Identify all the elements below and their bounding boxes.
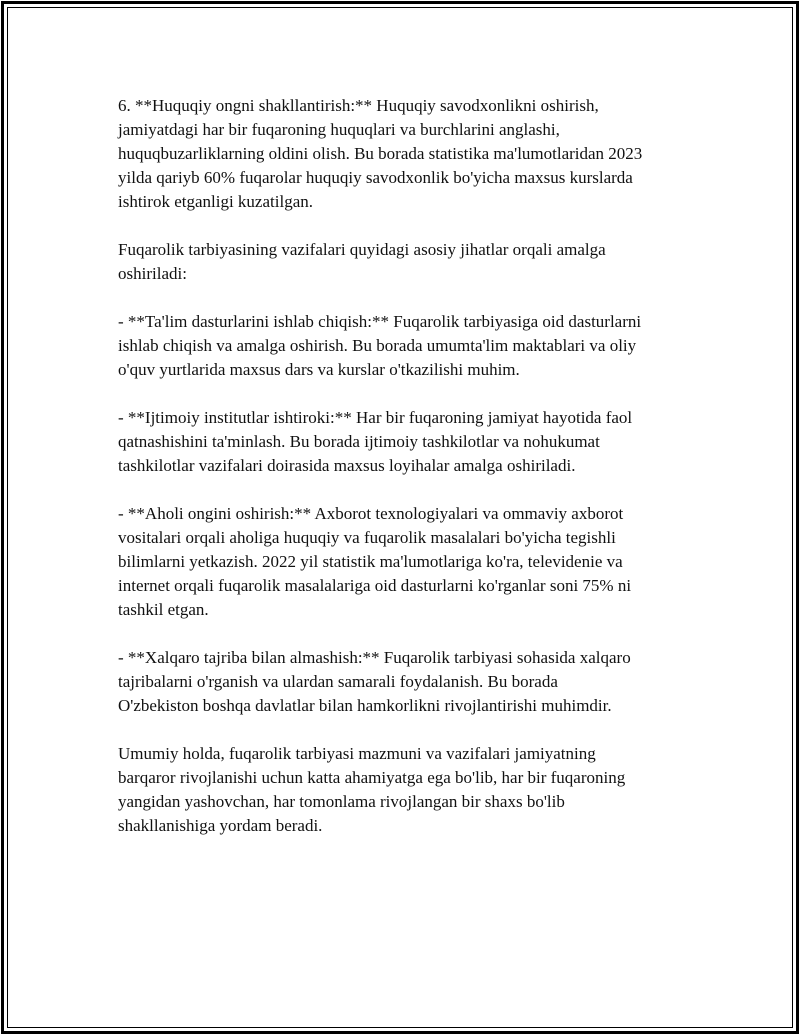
text-line: jamiyatdagi har bir fuqaroning huquqlari va burchlarini anglashi, bbox=[118, 120, 560, 139]
paragraph-legal-awareness bbox=[118, 94, 698, 214]
text-line: internet orqali fuqarolik masalalariga oid dasturlarni ko'rganlar soni 75% ni bbox=[118, 576, 632, 595]
paragraph-tasks-intro bbox=[118, 238, 698, 286]
document-body bbox=[118, 94, 698, 838]
paragraph-public-awareness bbox=[118, 502, 698, 622]
paragraph-conclusion bbox=[118, 742, 698, 838]
text-line: barqaror rivojlanishi uchun katta ahamiyatga ega bo'lib, har bir fuqaroning bbox=[118, 768, 626, 787]
text-line: tajribalarni o'rganish va ulardan samarali foydalanish. Bu borada bbox=[118, 672, 558, 691]
text-line: - **Aholi ongini oshirish:** Axborot texnologiyalari va ommaviy axborot bbox=[118, 504, 624, 523]
paragraph-international-experience bbox=[118, 646, 698, 718]
text-line: shakllanishiga yordam beradi. bbox=[118, 816, 323, 835]
text-line: tashkil etgan. bbox=[118, 600, 209, 619]
text-line: - **Ijtimoiy institutlar ishtiroki:** Har bir fuqaroning jamiyat hayotida faol bbox=[118, 408, 633, 427]
text-line: ishlab chiqish va amalga oshirish. Bu borada umumta'lim maktablari va oliy bbox=[118, 336, 637, 355]
text-line: yilda qariyb 60% fuqarolar huquqiy savodxonlik bo'yicha maxsus kurslarda bbox=[118, 168, 633, 187]
text-line: oshiriladi: bbox=[118, 264, 187, 283]
text-line: bilimlarni yetkazish. 2022 yil statistik ma'lumotlariga ko'ra, televidenie va bbox=[118, 552, 623, 571]
text-line: - **Xalqaro tajriba bilan almashish:** Fuqarolik tarbiyasi sohasida xalqaro bbox=[118, 648, 631, 667]
text-line: tashkilotlar vazifalari doirasida maxsus loyihalar amalga oshiriladi. bbox=[118, 456, 576, 475]
text-line: o'quv yurtlarida maxsus dars va kurslar o'tkazilishi muhim. bbox=[118, 360, 520, 379]
paragraph-social-institutions bbox=[118, 406, 698, 478]
text-line: huquqbuzarliklarning oldini olish. Bu borada statistika ma'lumotlaridan 2023 bbox=[118, 144, 643, 163]
text-line: yangidan yashovchan, har tomonlama rivojlangan bir shaxs bo'lib bbox=[118, 792, 565, 811]
text-line: ishtirok etganligi kuzatilgan. bbox=[118, 192, 313, 211]
text-line: Fuqarolik tarbiyasining vazifalari quyidagi asosiy jihatlar orqali amalga bbox=[118, 240, 606, 259]
text-line: - **Ta'lim dasturlarini ishlab chiqish:** Fuqarolik tarbiyasiga oid dasturlarni bbox=[118, 312, 642, 331]
text-line: O'zbekiston boshqa davlatlar bilan hamkorlikni rivojlantirishi muhimdir. bbox=[118, 696, 612, 715]
text-line: 6. **Huquqiy ongni shakllantirish:** Huquqiy savodxonlikni oshirish, bbox=[118, 96, 599, 115]
text-line: vositalari orqali aholiga huquqiy va fuqarolik masalalari bo'yicha tegishli bbox=[118, 528, 616, 547]
text-line: Umumiy holda, fuqarolik tarbiyasi mazmuni va vazifalari jamiyatning bbox=[118, 744, 596, 763]
text-line: qatnashishini ta'minlash. Bu borada ijtimoiy tashkilotlar va nohukumat bbox=[118, 432, 600, 451]
paragraph-education-programs bbox=[118, 310, 698, 382]
